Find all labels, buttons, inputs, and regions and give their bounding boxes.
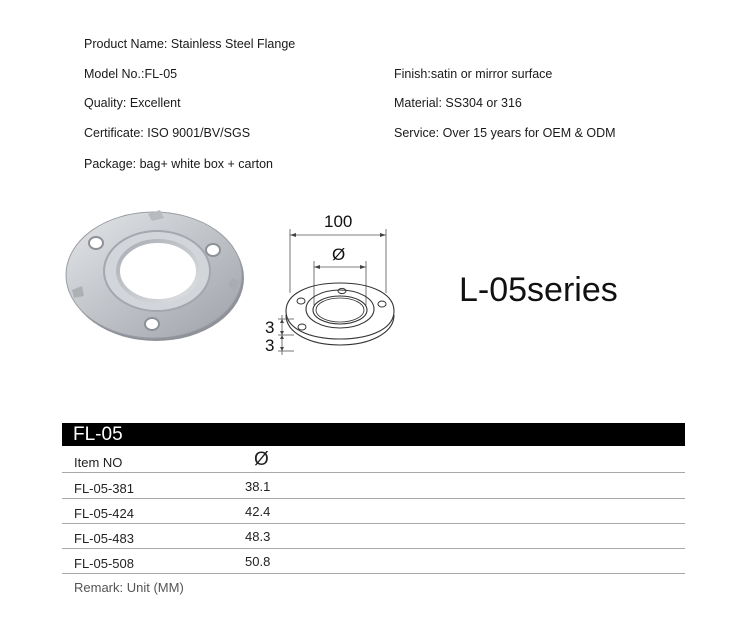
cell-diameter: 38.1	[245, 479, 271, 494]
table-row	[62, 548, 685, 574]
flange-center-bore	[118, 241, 198, 301]
table-title: FL-05	[73, 424, 123, 445]
cell-diameter: 48.3	[245, 529, 271, 544]
drawing-flange-outline	[286, 283, 394, 345]
spec-service: Service: Over 15 years for OEM & ODM	[394, 126, 616, 140]
dimension-thickness	[265, 315, 294, 355]
flange-bolt-hole-left	[89, 237, 103, 249]
cell-item-no: FL-05-483	[74, 531, 134, 546]
spec-quality: Quality: Excellent	[84, 96, 181, 110]
diameter-symbol: Ø	[332, 245, 346, 264]
flange-bolt-hole-bottom	[145, 318, 159, 330]
cell-diameter: 50.8	[245, 554, 271, 569]
spec-product-name: Product Name: Stainless Steel Flange	[84, 37, 296, 51]
spec-material: Material: SS304 or 316	[394, 96, 522, 110]
header-diameter-symbol: Ø	[254, 449, 269, 470]
cell-item-no: FL-05-508	[74, 556, 134, 571]
series-title: L-05series	[459, 271, 618, 309]
width-label: 100	[324, 212, 353, 231]
thickness-top-label: 3	[265, 318, 275, 337]
table-remark: Remark: Unit (MM)	[74, 580, 184, 595]
technical-drawing	[258, 205, 408, 365]
table-row	[62, 473, 685, 499]
table-header-row	[62, 447, 685, 473]
flange-bolt-hole-right	[206, 244, 220, 256]
flange-product-photo	[62, 202, 254, 346]
table-title-bar	[62, 423, 685, 446]
thickness-bottom-label: 3	[265, 336, 275, 355]
header-item-no: Item NO	[74, 455, 123, 470]
table-row	[62, 523, 685, 549]
spec-package: Package: bag+ white box + carton	[84, 157, 274, 171]
spec-model-no: Model No.:FL-05	[84, 67, 178, 81]
cell-item-no: FL-05-424	[74, 506, 134, 521]
spec-certificate: Certificate: ISO 9001/BV/SGS	[84, 126, 251, 140]
table-row	[62, 498, 685, 524]
cell-diameter: 42.4	[245, 504, 271, 519]
cell-item-no: FL-05-381	[74, 481, 134, 496]
spec-finish: Finish:satin or mirror surface	[394, 67, 553, 81]
